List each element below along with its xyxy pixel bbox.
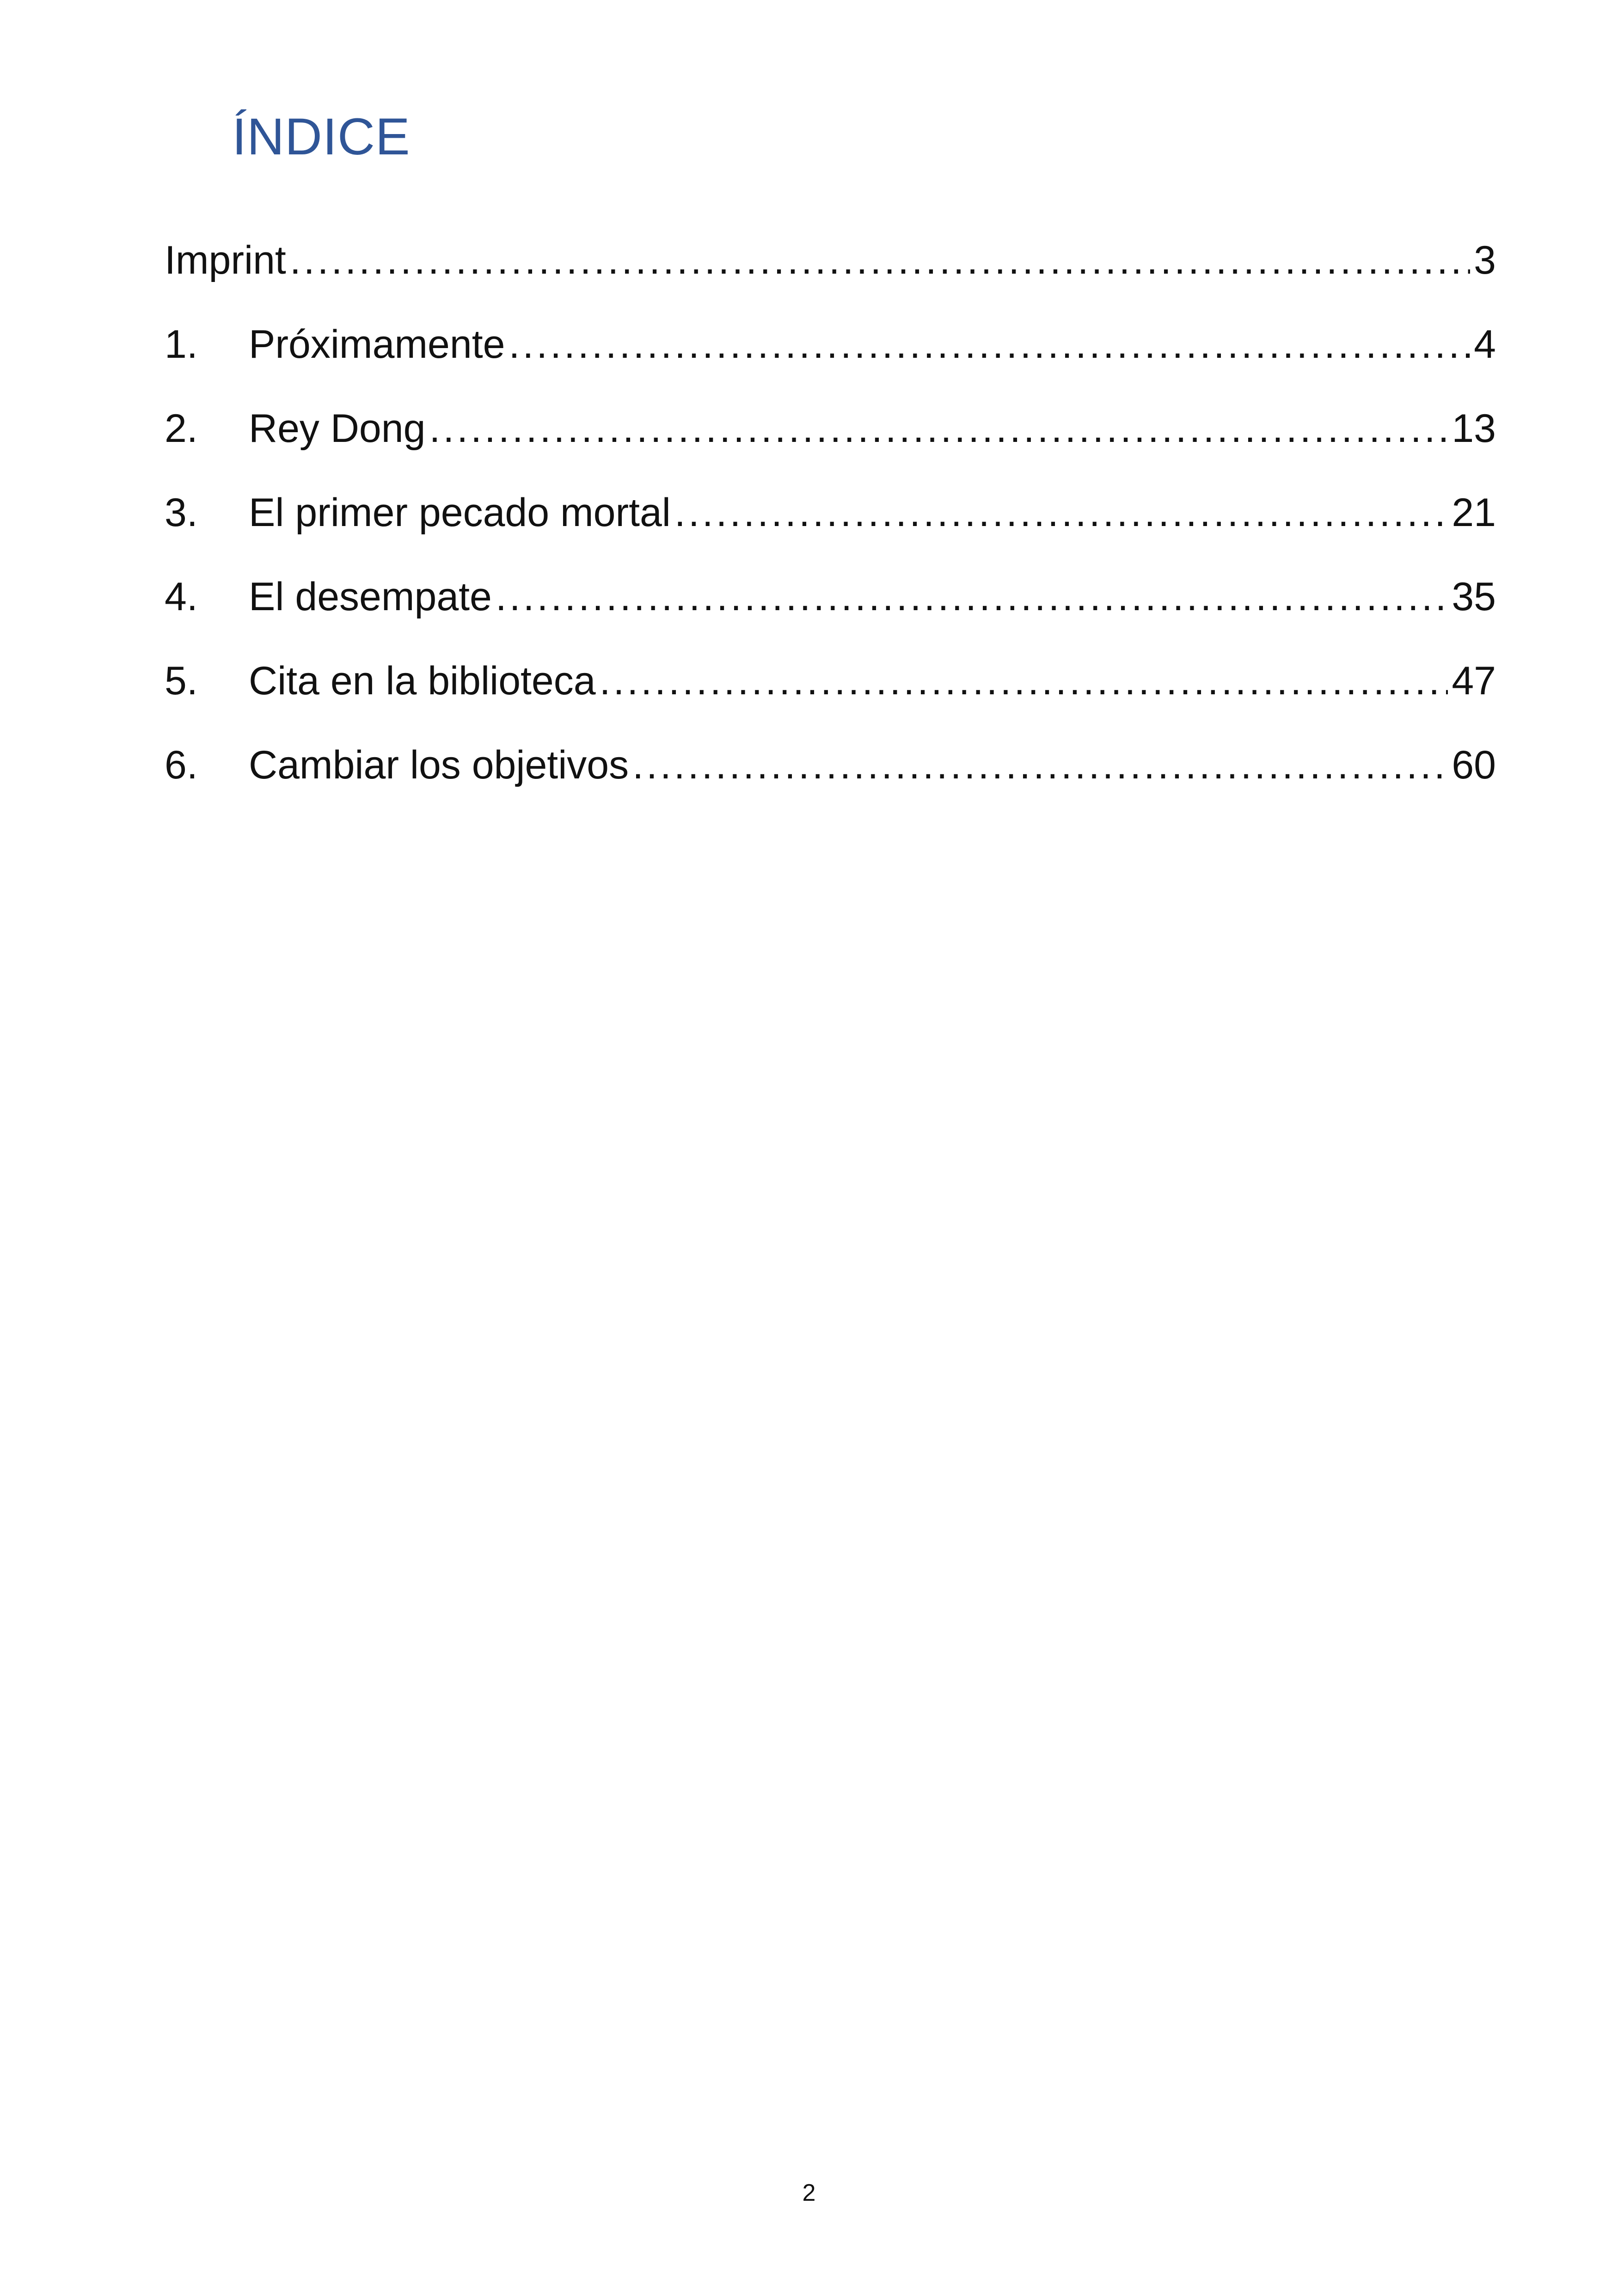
toc-entry-title: Rey Dong <box>249 406 426 451</box>
toc-dot-leader <box>290 240 1470 280</box>
toc-entry-title: El primer pecado mortal <box>249 490 671 535</box>
toc-entry-page: 4 <box>1474 322 1496 367</box>
toc-entry-title: Cita en la biblioteca <box>249 659 596 703</box>
toc-dot-leader <box>600 661 1448 701</box>
toc-entry-chapter-6[interactable] <box>165 745 1496 829</box>
toc-dot-leader <box>674 493 1448 533</box>
toc-heading: ÍNDICE <box>232 108 411 165</box>
toc-entry-page: 60 <box>1452 743 1496 787</box>
toc-entry-page: 35 <box>1452 575 1496 619</box>
page-number: 2 <box>802 2180 816 2206</box>
toc-entry-chapter-1[interactable] <box>165 322 1496 409</box>
toc-entry-chapter-2[interactable] <box>165 406 1496 493</box>
toc-entry-page: 13 <box>1452 406 1496 451</box>
toc-dot-leader <box>429 409 1448 448</box>
toc-entry-number: 4. <box>165 575 198 619</box>
toc-entry-page: 47 <box>1452 659 1496 703</box>
toc-entry-number: 1. <box>165 322 198 367</box>
toc-entry-number: 5. <box>165 659 198 703</box>
toc-entry-chapter-5[interactable] <box>165 661 1496 745</box>
toc-entry-imprint[interactable] <box>165 240 1496 325</box>
toc-dot-leader <box>496 577 1448 617</box>
toc-entry-title: Próximamente <box>249 322 505 367</box>
toc-entry-number: 3. <box>165 490 198 535</box>
toc-entry-chapter-3[interactable] <box>165 490 1496 577</box>
toc-dot-leader <box>632 745 1448 785</box>
toc-entry-page: 21 <box>1452 490 1496 535</box>
toc-entry-number: 2. <box>165 406 198 451</box>
toc-dot-leader <box>509 325 1470 364</box>
toc-entry-title: Imprint <box>165 238 286 282</box>
toc-entry-chapter-4[interactable] <box>165 577 1496 661</box>
toc-entry-title: El desempate <box>249 575 492 619</box>
toc-entry-title: Cambiar los objetivos <box>249 743 629 787</box>
table-of-contents <box>165 240 1496 829</box>
toc-entry-number: 6. <box>165 743 198 787</box>
toc-entry-page: 3 <box>1474 238 1496 282</box>
